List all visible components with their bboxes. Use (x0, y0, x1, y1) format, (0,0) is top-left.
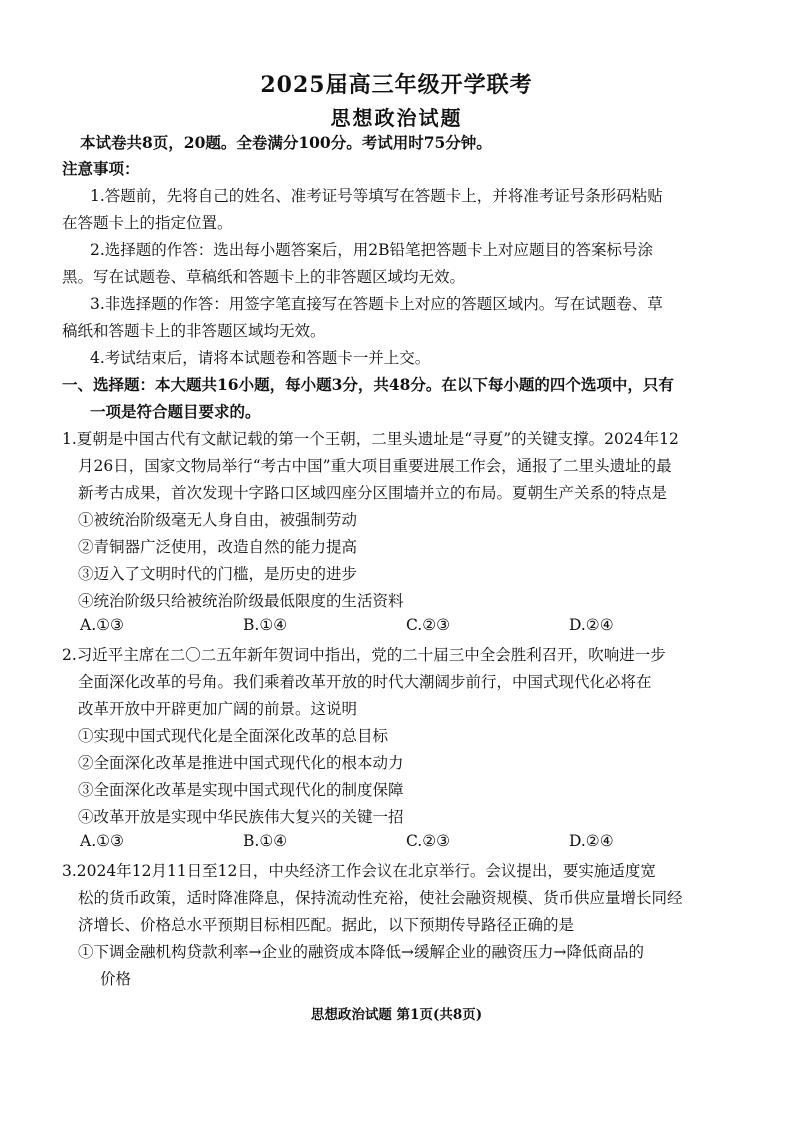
question-stem: 3.2024年12月11日至12日，中央经济工作会议在北京举行。会议提出，要实施适度宽 (62, 862, 656, 880)
notes-line: 4.考试结束后，请将本试题卷和答题卡一并上交。 (90, 349, 431, 367)
notes-heading: 注意事项： (62, 159, 140, 178)
section-heading-cont: 一项是符合题目要求的。 (90, 402, 261, 421)
notes-line: 在答题卡上的指定位置。 (62, 214, 233, 232)
question-item: ③全面深化改革是实现中国式现代化的制度保障 (78, 781, 404, 799)
answer-option-c: C.②③ (406, 616, 451, 634)
question-stem: 济增长、价格总水平预期目标相匹配。据此，以下预期传导路径正确的是 (78, 916, 575, 934)
question-item: ①实现中国式现代化是全面深化改革的总目标 (78, 727, 389, 745)
notes-line: 2.选择题的作答：选出每小题答案后，用2B铅笔把答题卡上对应题目的答案标号涂 (90, 241, 654, 259)
page-title: 2025届高三年级开学联考 (260, 72, 533, 98)
notes-line: 黑。写在试题卷、草稿纸和答题卡上的非答题区域均无效。 (62, 268, 466, 286)
question-item: ④统治阶级只给被统治阶级最低限度的生活资料 (78, 592, 404, 610)
section-heading: 一、选择题：本大题共16小题，每小题3分，共48分。在以下每小题的四个选项中，只有 (62, 375, 674, 394)
question-item: ②全面深化改革是推进中国式现代化的根本动力 (78, 754, 404, 772)
question-item: ①被统治阶级毫无人身自由，被强制劳动 (78, 511, 358, 529)
question-stem: 2.习近平主席在二〇二五年新年贺词中指出，党的二十届三中全会胜利召开，吹响进一步 (62, 646, 666, 664)
exam-intro: 本试卷共8页，20题。全卷满分100分。考试用时75分钟。 (80, 133, 492, 152)
question-stem: 新考古成果，首次发现十字路口区域四座分区围墙并立的布局。夏朝生产关系的特点是 (78, 484, 668, 502)
question-stem: 月26日，国家文物局举行“考古中国”重大项目重要进展工作会，通报了二里头遗址的最 (78, 457, 672, 475)
question-stem: 松的货币政策，适时降准降息，保持流动性充裕，使社会融资规模、货币供应量增长同经 (78, 889, 683, 907)
question-item-cont: 价格 (100, 970, 132, 988)
question-item: ④改革开放是实现中华民族伟大复兴的关键一招 (78, 808, 404, 826)
answer-option-b: B.①④ (243, 832, 288, 850)
answer-option-b: B.①④ (243, 616, 288, 634)
page-footer: 思想政治试题 第1页(共8页) (310, 1007, 483, 1023)
question-stem: 1.夏朝是中国古代有文献记载的第一个王朝，二里头遗址是“寻夏”的关键支撑。2024年12 (62, 430, 679, 448)
notes-line: 1.答题前，先将自己的姓名、准考证号等填写在答题卡上，并将准考证号条形码粘贴 (90, 187, 663, 205)
answer-option-a: A.①③ (80, 832, 124, 850)
notes-line: 3.非选择题的作答：用签字笔直接写在答题卡上对应的答题区域内。写在试题卷、草 (90, 295, 663, 313)
page-subtitle: 思想政治试题 (330, 106, 463, 130)
question-stem: 改革开放中开辟更加广阔的前景。这说明 (78, 700, 358, 718)
answer-option-a: A.①③ (80, 616, 124, 634)
answer-option-c: C.②③ (406, 832, 451, 850)
question-item: ①下调金融机构贷款利率→企业的融资成本降低→缓解企业的融资压力→降低商品的 (78, 943, 644, 961)
question-stem: 全面深化改革的号角。我们乘着改革开放的时代大潮阔步前行，中国式现代化必将在 (78, 673, 652, 691)
notes-line: 稿纸和答题卡上的非答题区域均无效。 (62, 322, 326, 340)
question-item: ②青铜器广泛使用，改造自然的能力提高 (78, 538, 358, 556)
question-item: ③迈入了文明时代的门槛，是历史的进步 (78, 565, 358, 583)
answer-option-d: D.②④ (569, 616, 614, 634)
answer-option-d: D.②④ (569, 832, 614, 850)
